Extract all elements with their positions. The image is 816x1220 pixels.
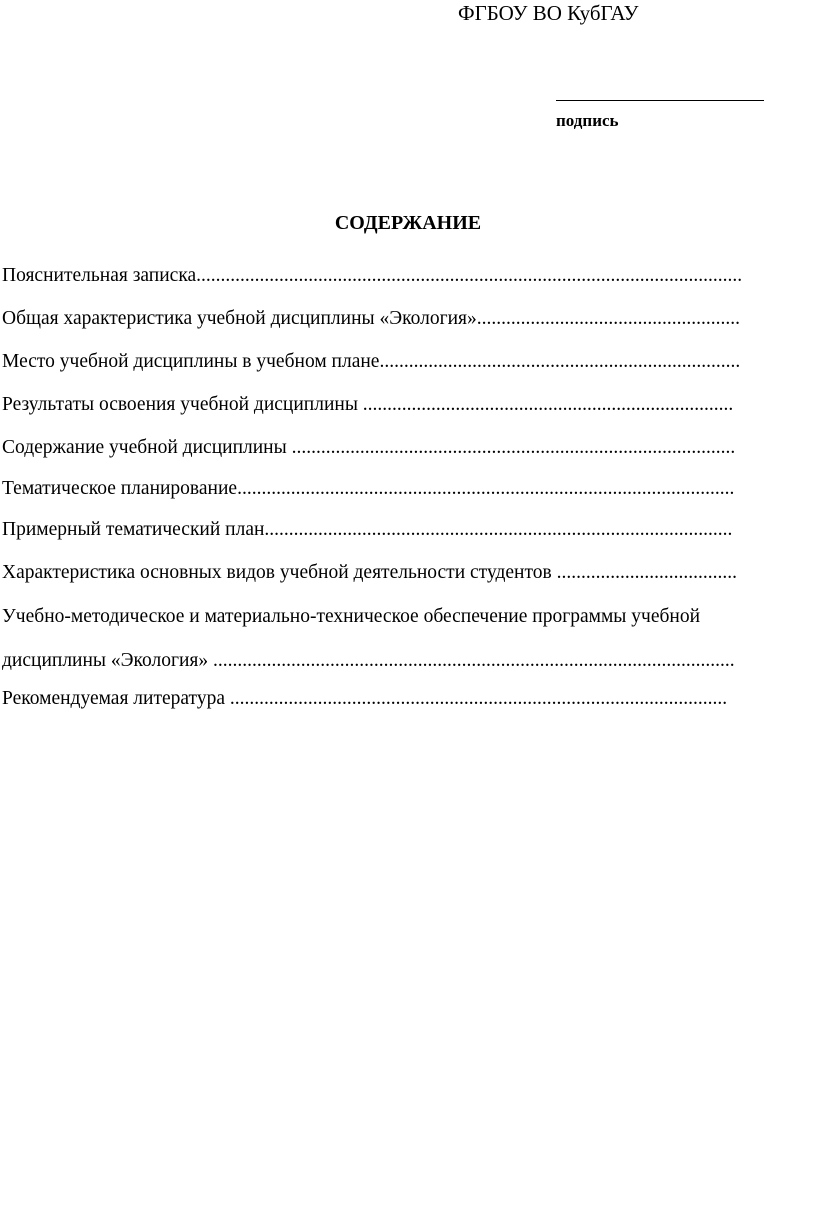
toc-text: Результаты освоения учебной дисциплины ............................................................................ xyxy=(2,394,734,415)
toc-line xyxy=(2,349,800,375)
toc-text: Примерный тематический план................................................................................................ xyxy=(2,519,733,540)
toc-line xyxy=(2,263,802,289)
signature-label: подпись xyxy=(556,111,619,130)
toc-text: Учебно-методическое и материально-техническое обеспечение программы учебной xyxy=(2,606,701,627)
toc-line xyxy=(2,604,802,630)
toc-line xyxy=(2,686,788,712)
signature-line xyxy=(556,100,764,101)
toc-line xyxy=(2,306,800,332)
organization-header: ФГБОУ ВО КубГАУ xyxy=(458,1,639,25)
toc-line xyxy=(2,517,790,543)
toc-line xyxy=(2,435,792,461)
toc-text: Тематическое планирование...................................................................................................... xyxy=(2,478,735,499)
toc-text: Содержание учебной дисциплины ........................................................................................... xyxy=(2,437,736,458)
toc-text: Рекомендуемая литература ...................................................................................................... xyxy=(2,688,728,709)
toc-line xyxy=(2,476,790,502)
toc-line xyxy=(2,648,788,674)
toc-line xyxy=(2,560,790,586)
toc-text: Место учебной дисциплины в учебном плане.......................................................................... xyxy=(2,351,741,372)
toc-text: Характеристика основных видов учебной деятельности студентов ..................................... xyxy=(2,562,737,583)
page-title: СОДЕРЖАНИЕ xyxy=(334,212,482,234)
toc-text: Пояснительная записка................................................................................................................ xyxy=(2,265,743,286)
toc-text: дисциплины «Экология» ........................................................................................................... xyxy=(2,650,735,671)
toc-text: Общая характеристика учебной дисциплины «Экология»...................................................... xyxy=(2,308,740,329)
toc-line xyxy=(2,392,798,418)
